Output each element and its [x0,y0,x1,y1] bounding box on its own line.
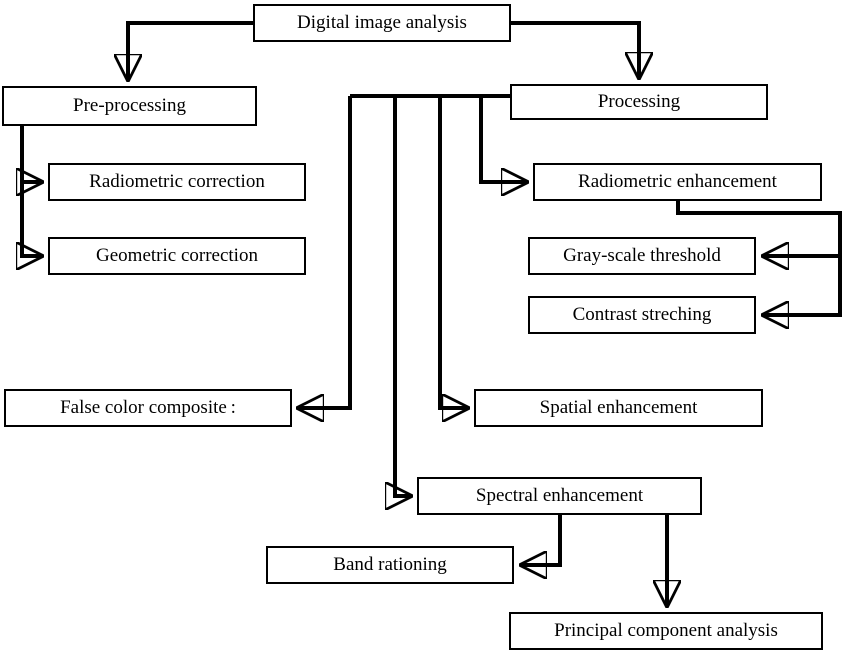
edge-preprocessing-to-radiometric-correction [22,126,41,182]
node-label: Pre-processing [73,94,186,116]
node-label: Contrast streching [572,303,712,325]
node-radiometric-correction[interactable] [48,163,306,201]
node-label: Gray-scale threshold [563,244,721,266]
edge-preprocessing-to-geometric-correction [22,126,41,256]
node-label: Processing [597,90,681,112]
node-processing[interactable] [510,84,768,120]
node-label: Radiometric enhancement [578,170,777,192]
node-principal-component-analysis[interactable] [509,612,823,650]
edge-root-to-processing [511,23,639,77]
node-false-color-composite[interactable] [4,389,292,427]
node-spectral-enhancement[interactable] [417,477,702,515]
node-label: Principal component analysis [554,619,778,641]
edge-trunk-to-false-color-composite [299,96,350,408]
node-spatial-enhancement[interactable] [474,389,763,427]
edge-radiometric-enhancement-to-contrast-streching [764,213,840,315]
node-label: Radiometric correction [89,170,265,192]
node-digital-image-analysis[interactable] [253,4,511,42]
node-label: Spatial enhancement [539,396,698,418]
node-label: Geometric correction [96,244,258,266]
edge-trunk-to-spectral-enhancement [395,96,410,496]
node-band-rationing[interactable] [266,546,514,584]
node-pre-processing[interactable] [2,86,257,126]
node-geometric-correction[interactable] [48,237,306,275]
node-label: Spectral enhancement [475,484,644,506]
node-label: Digital image analysis [297,11,467,33]
node-label: Band rationing [333,553,447,575]
edge-root-to-preprocessing [128,23,253,79]
edge-spectral-enhancement-to-band-rationing [522,515,560,565]
node-gray-scale-threshold[interactable] [528,237,756,275]
node-label: False color composite : [60,396,236,418]
node-contrast-streching[interactable] [528,296,756,334]
edge-trunk-to-spatial-enhancement [440,96,467,408]
node-radiometric-enhancement[interactable] [533,163,822,201]
